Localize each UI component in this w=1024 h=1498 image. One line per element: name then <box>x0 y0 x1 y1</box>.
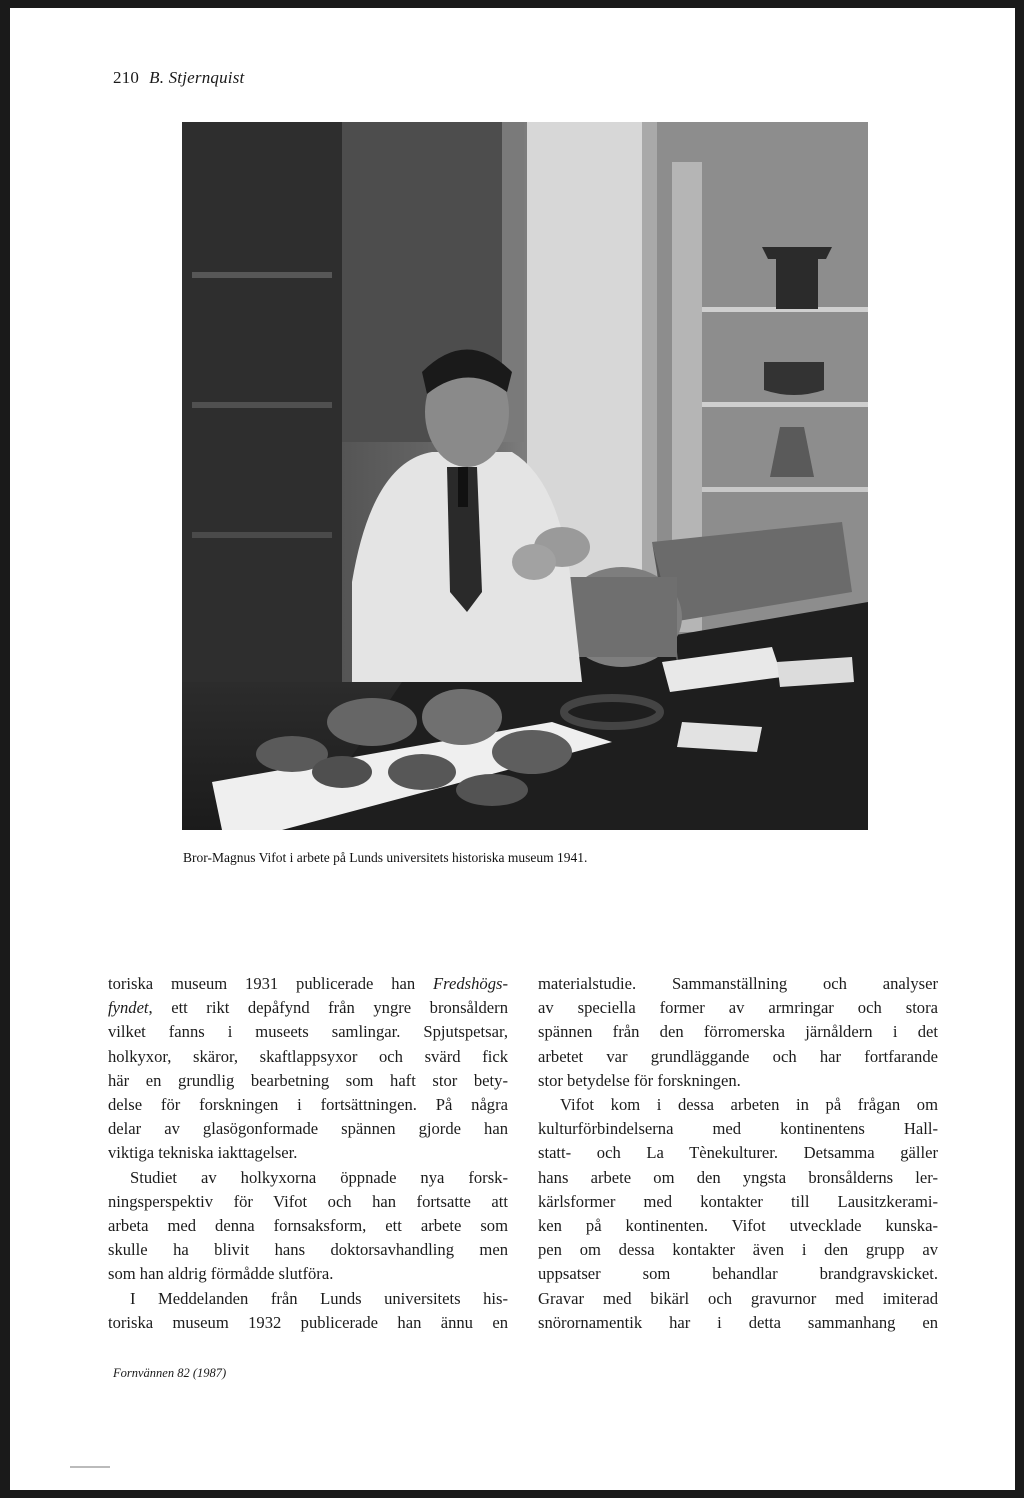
page-number: 210 <box>113 68 140 87</box>
text-line <box>538 1190 938 1214</box>
text-run: uppsatser som behandlar brandgravskicket. <box>538 1264 938 1284</box>
text-run: delar av glasögonformade spännen gjorde han <box>108 1119 508 1139</box>
text-run: Studiet av holkyxorna öppnade nya forsk- <box>130 1167 508 1187</box>
journal-footer: Fornvännen 82 (1987) <box>113 1366 227 1380</box>
text-line <box>108 1045 508 1069</box>
text-line <box>538 1069 938 1093</box>
text-line <box>538 1238 938 1262</box>
text-line <box>108 1262 508 1286</box>
text-run: statt- och La Tènekulturer. Detsamma gäller <box>538 1143 938 1163</box>
text-run: Vifot kom i dessa arbeten in på frågan om <box>560 1095 938 1115</box>
text-line <box>538 1117 938 1141</box>
text-run: ningsperspektiv för Vifot och han fortsatte att <box>108 1191 508 1211</box>
text-run: pen om dessa kontakter även i den grupp av <box>538 1240 938 1260</box>
scan-artifact <box>70 1466 110 1468</box>
text-line <box>538 1141 938 1165</box>
figure-caption: Bror-Magnus Vifot i arbete på Lunds universitets historiska museum 1941. <box>183 850 588 865</box>
running-head <box>113 68 244 88</box>
text-line <box>108 1093 508 1117</box>
text-run: delse för forskningen i fortsättningen. På några <box>108 1095 508 1115</box>
text-run: kärlsformer med kontakter till Lausitzkerami- <box>538 1191 938 1211</box>
text-run: ken på kontinenten. Vifot utvecklade kunska- <box>538 1216 938 1236</box>
text-line <box>538 1287 938 1311</box>
text-line <box>108 972 508 996</box>
text-line <box>108 1166 508 1190</box>
text-line <box>538 1045 938 1069</box>
text-line <box>108 1069 508 1093</box>
text-line <box>538 1166 938 1190</box>
text-run: kulturförbindelserna med kontinentens Hall- <box>538 1119 938 1139</box>
text-line <box>538 972 938 996</box>
text-run: holkyxor, skäror, skaftlappsyxor och svärd fick <box>108 1046 508 1066</box>
running-head-author: B. Stjernquist <box>149 68 245 87</box>
text-run: stor betydelse för forskningen. <box>538 1070 741 1090</box>
text-run: toriska museum 1931 publicerade han <box>108 974 434 993</box>
text-line <box>108 1311 508 1335</box>
text-line <box>538 1311 938 1335</box>
document-page <box>10 8 1015 1490</box>
photo-illustration <box>182 122 868 830</box>
text-run: spännen från den förromerska järnåldern i det <box>538 1022 938 1042</box>
text-run: arbetet var grundläggande och har fortfarande <box>538 1046 938 1066</box>
text-line <box>108 1287 508 1311</box>
text-line <box>108 1117 508 1141</box>
body-column-right <box>538 972 938 1335</box>
text-run: toriska museum 1932 publicerade han ännu en <box>108 1312 508 1332</box>
text-line <box>538 996 938 1020</box>
text-line <box>108 996 508 1020</box>
italic-title: Fredshögs- <box>433 974 508 993</box>
text-line <box>538 1093 938 1117</box>
text-line <box>538 1262 938 1286</box>
text-line <box>108 1214 508 1238</box>
text-run: vilket fanns i museets samlingar. Spjutspetsar, <box>108 1022 508 1042</box>
text-line <box>108 1020 508 1044</box>
text-run: I Meddelanden från Lunds universitets his- <box>130 1288 508 1308</box>
text-line <box>108 1141 508 1165</box>
text-run: av speciella former av armringar och stora <box>538 998 938 1018</box>
text-run: här en grundlig bearbetning som haft stor bety- <box>108 1070 508 1090</box>
text-run: skulle ha blivit hans doktorsavhandling men <box>108 1240 508 1260</box>
italic-title: fyndet <box>108 998 149 1018</box>
text-line <box>108 1238 508 1262</box>
body-column-left <box>108 972 508 1335</box>
text-run: materialstudie. Sammanställning och analyser <box>538 974 938 993</box>
text-line <box>538 1214 938 1238</box>
text-run: som han aldrig förmådde slutföra. <box>108 1264 334 1284</box>
text-run: snörornamentik har i detta sammanhang en <box>538 1312 938 1332</box>
text-run: Gravar med bikärl och gravurnor med imiterad <box>538 1288 938 1308</box>
text-run: arbeta med denna fornsaksform, ett arbete som <box>108 1216 508 1236</box>
text-run: viktiga tekniska iakttagelser. <box>108 1143 298 1163</box>
text-line <box>538 1020 938 1044</box>
archival-photograph <box>182 122 868 830</box>
text-run: hans arbete om den yngsta bronsålderns ler- <box>538 1167 938 1187</box>
text-run: , ett rikt depåfynd från yngre bronsåldern <box>148 998 508 1018</box>
text-line <box>108 1190 508 1214</box>
